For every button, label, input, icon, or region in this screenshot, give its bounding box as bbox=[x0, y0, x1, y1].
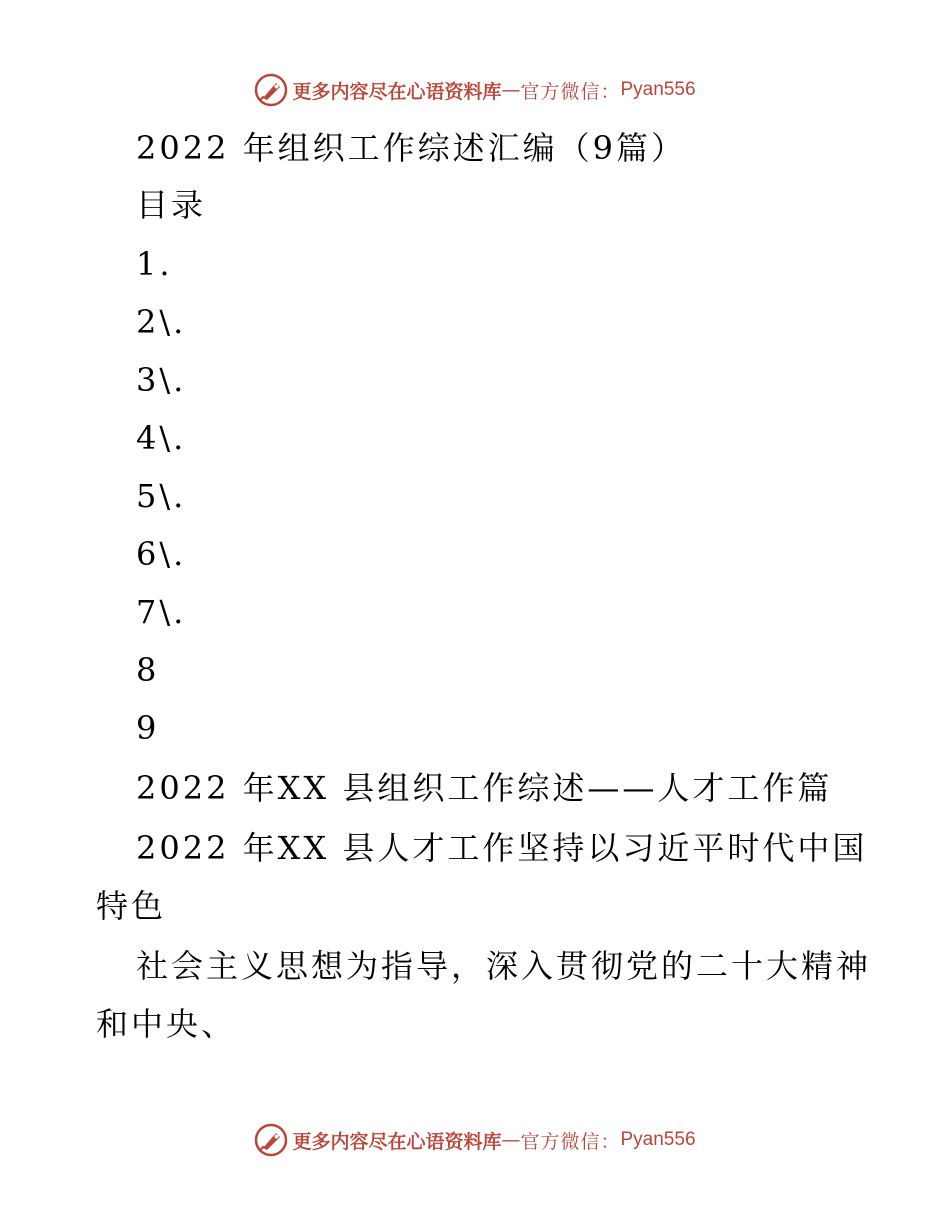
pen-nib-logo-icon bbox=[254, 73, 288, 107]
paragraph-line: 特色 bbox=[96, 887, 167, 925]
section-heading: 2022 年XX 县组织工作综述——人才工作篇 bbox=[136, 769, 833, 807]
footer-watermark-banner bbox=[0, 1120, 950, 1160]
paragraph-line: 社会主义思想为指导，深入贯彻党的二十大精神 bbox=[136, 947, 872, 985]
watermark-contact-id: Pyan556 bbox=[620, 1129, 696, 1150]
watermark-dash: — bbox=[501, 79, 521, 101]
toc-item: 5\. bbox=[136, 477, 187, 515]
pen-nib-logo-icon bbox=[254, 1123, 288, 1157]
watermark-contact-label: 官方微信： bbox=[520, 1130, 621, 1153]
watermark-dash: — bbox=[501, 1129, 521, 1151]
toc-item: 6\. bbox=[136, 535, 187, 573]
watermark-site-text: 更多内容尽在心语资料库 bbox=[292, 80, 502, 103]
paragraph-line: 2022 年XX 县人才工作坚持以习近平时代中国 bbox=[136, 829, 868, 867]
toc-item: 8 bbox=[136, 651, 160, 689]
header-watermark-banner bbox=[0, 70, 950, 110]
toc-item: 9 bbox=[136, 709, 160, 747]
toc-item: 2\. bbox=[136, 303, 187, 341]
document-title: 2022 年组织工作综述汇编（9篇） bbox=[136, 129, 686, 167]
toc-heading: 目录 bbox=[136, 186, 207, 224]
toc-item: 7\. bbox=[136, 593, 187, 631]
toc-item: 1. bbox=[136, 245, 173, 283]
toc-item: 3\. bbox=[136, 361, 187, 399]
toc-item: 4\. bbox=[136, 419, 187, 457]
watermark-contact-label: 官方微信： bbox=[520, 80, 621, 103]
watermark-site-text: 更多内容尽在心语资料库 bbox=[292, 1130, 502, 1153]
paragraph-line: 和中央、 bbox=[96, 1005, 237, 1043]
watermark-contact-id: Pyan556 bbox=[620, 79, 696, 100]
